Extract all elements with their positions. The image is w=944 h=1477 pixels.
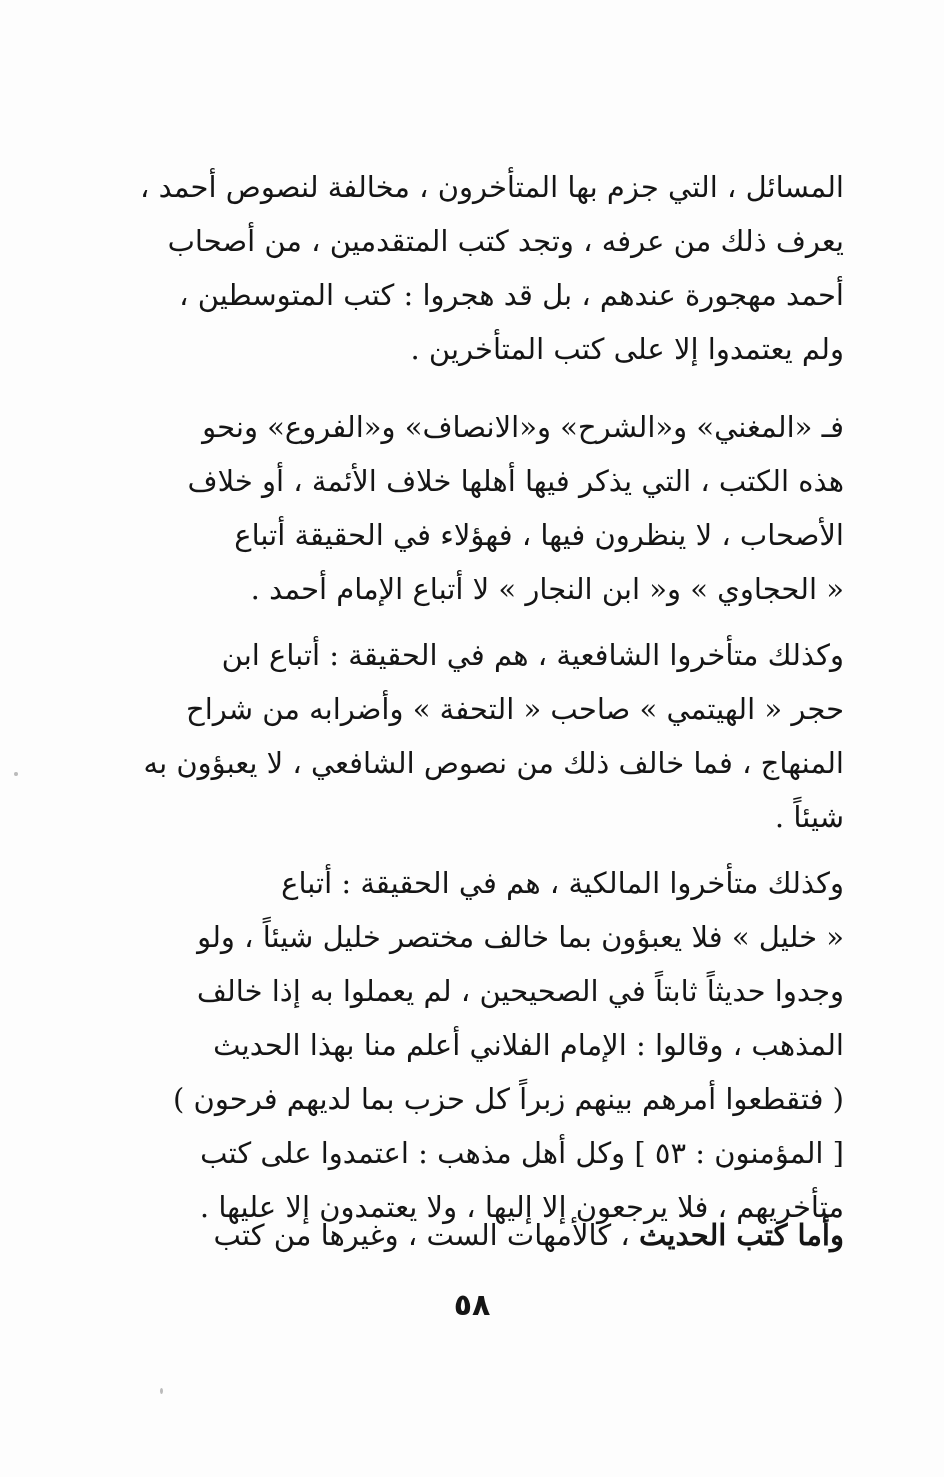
text-line: متأخريهم ، فلا يرجعون إلا إليها ، ولا يعتمدون إلا عليها . bbox=[199, 1190, 844, 1224]
paragraph-5 bbox=[100, 1208, 844, 1262]
text-line bbox=[100, 1208, 844, 1262]
text-line: حجر « الهيتمي » صاحب « التحفة » وأضرابه من شراح bbox=[186, 692, 844, 726]
text-line: [ المؤمنون : ٥٣ ] وكل أهل مذهب : اعتمدوا على كتب bbox=[200, 1136, 844, 1170]
page-number: ٥٨ bbox=[453, 1288, 491, 1323]
paragraph-2 bbox=[100, 400, 844, 616]
text-line: فـ «المغني» و«الشرح» و«الانصاف» و«الفروع» ونحو bbox=[202, 410, 844, 444]
paragraph-4 bbox=[100, 856, 844, 1234]
text-line: « الحجاوي » و« ابن النجار » لا أتباع الإمام أحمد . bbox=[250, 572, 844, 606]
text-line: « خليل » فلا يعبؤون بما خالف مختصر خليل شيئاً ، ولو bbox=[197, 920, 844, 954]
scan-speck bbox=[14, 772, 18, 776]
scan-speck bbox=[160, 1388, 163, 1394]
paragraph-1 bbox=[100, 160, 844, 376]
text-line: وكذلك متأخروا المالكية ، هم في الحقيقة : أتباع bbox=[281, 866, 844, 900]
bold-heading-text: وأما كتب الحديث bbox=[638, 1218, 844, 1252]
text-line: يعرف ذلك من عرفه ، وتجد كتب المتقدمين ، من أصحاب bbox=[167, 224, 844, 258]
text-line: أحمد مهجورة عندهم ، بل قد هجروا : كتب المتوسطين ، bbox=[179, 278, 844, 312]
text-line: شيئاً . bbox=[774, 800, 844, 834]
quran-verse-line: ( فتقطعوا أمرهم بينهم زبراً كل حزب بما لديهم فرحون ) bbox=[172, 1082, 844, 1116]
text-line: وكذلك متأخروا الشافعية ، هم في الحقيقة : أتباع ابن bbox=[221, 638, 844, 672]
text-line: الأصحاب ، لا ينظرون فيها ، فهؤلاء في الحقيقة أتباع bbox=[234, 518, 844, 552]
text-line: ولم يعتمدوا إلا على كتب المتأخرين . bbox=[410, 332, 844, 366]
paragraph-3 bbox=[100, 628, 844, 844]
text-line: هذه الكتب ، التي يذكر فيها أهلها خلاف الأئمة ، أو خلاف bbox=[187, 464, 844, 498]
continuation-text: ، كالأمهات الست ، وغيرها من كتب bbox=[213, 1218, 639, 1252]
text-line: المنهاج ، فما خالف ذلك من نصوص الشافعي ، لا يعبؤون به bbox=[143, 746, 844, 780]
text-line: وجدوا حديثاً ثابتاً في الصحيحين ، لم يعملوا به إذا خالف bbox=[196, 974, 844, 1008]
text-line: المذهب ، وقالوا : الإمام الفلاني أعلم منا بهذا الحديث bbox=[213, 1028, 844, 1062]
text-line: المسائل ، التي جزم بها المتأخرون ، مخالفة لنصوص أحمد ، bbox=[139, 170, 844, 204]
